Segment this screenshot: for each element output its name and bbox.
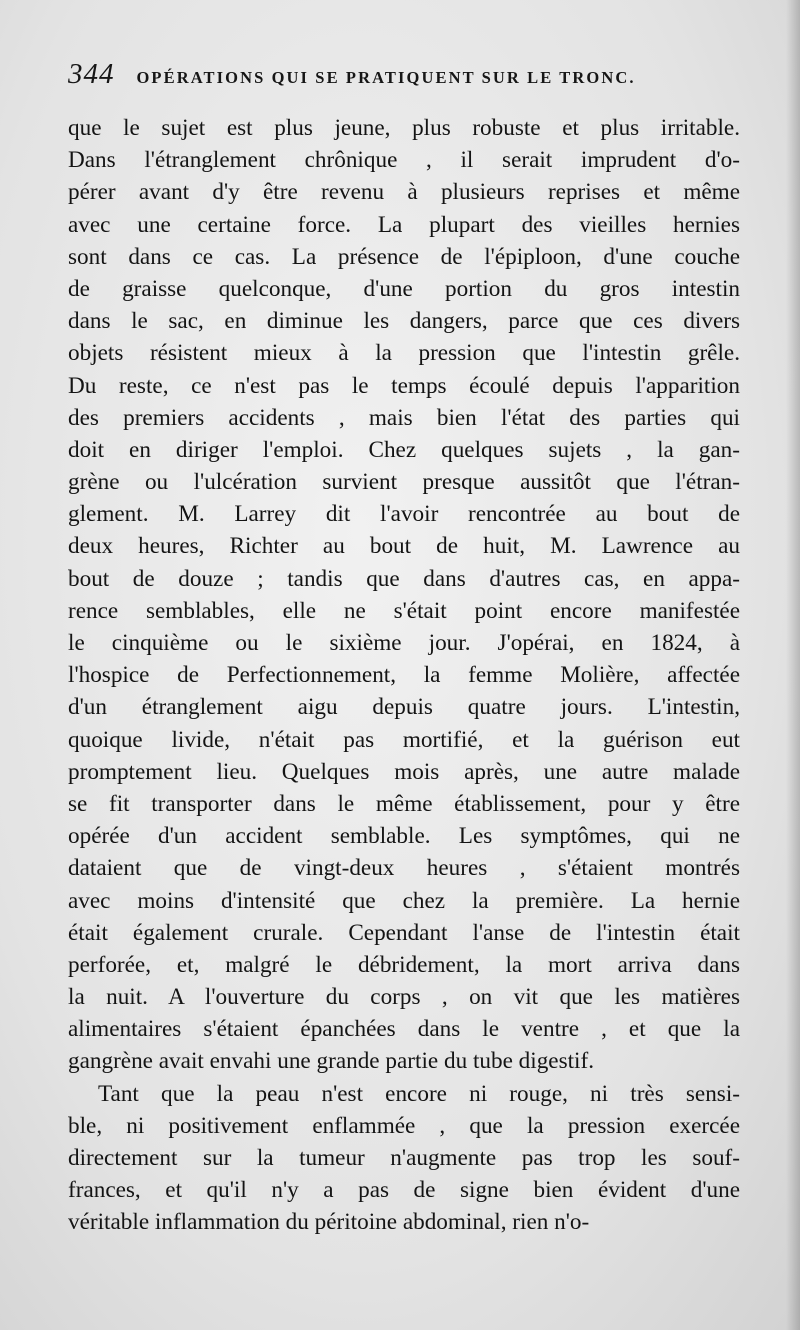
text-line: le cinquième ou le sixième jour. J'opérai, en 1824, à [68, 630, 740, 656]
text-line: avec moins d'intensité que chez la première. La hernie [68, 887, 740, 914]
text-line: quoique livide, n'était pas mortifié, et la guérison eut [68, 726, 740, 753]
text-line: que le sujet est plus jeune, plus robuste et plus irritable. [68, 115, 740, 141]
page-number: 344 [68, 58, 115, 90]
text-line: opérée d'un accident semblable. Les symptômes, qui ne [68, 823, 740, 850]
text-line: était également crurale. Cependant l'anse de l'intestin était [68, 919, 740, 946]
text-line: ble, ni positivement enflammée , que la pression exercée [68, 1112, 740, 1139]
page-header [68, 58, 748, 92]
text-line: objets résistent mieux à la pression que l'intestin grêle. [68, 340, 740, 367]
text-line: dataient que de vingt-deux heures , s'étaient montrés [68, 855, 740, 882]
text-line: dans le sac, en diminue les dangers, parce que ces divers [68, 308, 740, 335]
text-line: la nuit. A l'ouverture du corps , on vit que les matières [68, 984, 740, 1011]
text-line: bout de douze ; tandis que dans d'autres cas, en appa- [68, 565, 740, 592]
text-line: des premiers accidents , mais bien l'état des parties qui [68, 404, 740, 431]
text-line: rence semblables, elle ne s'était point encore manifestée [68, 597, 740, 624]
text-line: Du reste, ce n'est pas le temps écoulé depuis l'apparition [68, 372, 740, 399]
text-line: deux heures, Richter au bout de huit, M. Lawrence au [68, 533, 740, 560]
text-line: de graisse quelconque, d'une portion du gros intestin [68, 275, 740, 302]
text-line: glement. M. Larrey dit l'avoir rencontrée au bout de [68, 501, 740, 528]
body-text [68, 112, 740, 1239]
text-line: perforée, et, malgré le débridement, la mort arriva dans [68, 951, 740, 978]
text-line: gangrène avait envahi une grande partie du tube digestif. [68, 1048, 595, 1075]
text-line: véritable inflammation du péritoine abdominal, rien n'o- [68, 1209, 590, 1236]
text-line: directement sur la tumeur n'augmente pas trop les souf- [68, 1145, 740, 1171]
text-line: d'un étranglement aigu depuis quatre jours. L'intestin, [68, 694, 740, 721]
text-line: se fit transporter dans le même établissement, pour y être [68, 790, 740, 817]
running-title: OPÉRATIONS QUI SE PRATIQUENT SUR LE TRONC. [136, 68, 636, 87]
text-line: Tant que la peau n'est encore ni rouge, ni très sensi- [98, 1080, 740, 1107]
text-line: frances, et qu'il n'y a pas de signe bien évident d'une [68, 1177, 740, 1204]
text-line: doit en diriger l'emploi. Chez quelques sujets , la gan- [68, 436, 740, 463]
text-line: pérer avant d'y être revenu à plusieurs reprises et même [68, 179, 740, 206]
text-line: promptement lieu. Quelques mois après, une autre malade [68, 758, 740, 785]
text-line: alimentaires s'étaient épanchées dans le ventre , et que la [68, 1016, 740, 1043]
text-line: l'hospice de Perfectionnement, la femme Molière, affectée [68, 662, 740, 689]
text-line: Dans l'étranglement chrônique , il serait imprudent d'o- [68, 147, 740, 174]
paragraph [68, 1078, 740, 1239]
paragraph [68, 112, 740, 1078]
text-line: avec une certaine force. La plupart des vieilles hernies [68, 211, 740, 238]
text-line: grène ou l'ulcération survient presque aussitôt que l'étran- [68, 469, 740, 496]
text-line: sont dans ce cas. La présence de l'épiploon, d'une couche [68, 243, 740, 270]
